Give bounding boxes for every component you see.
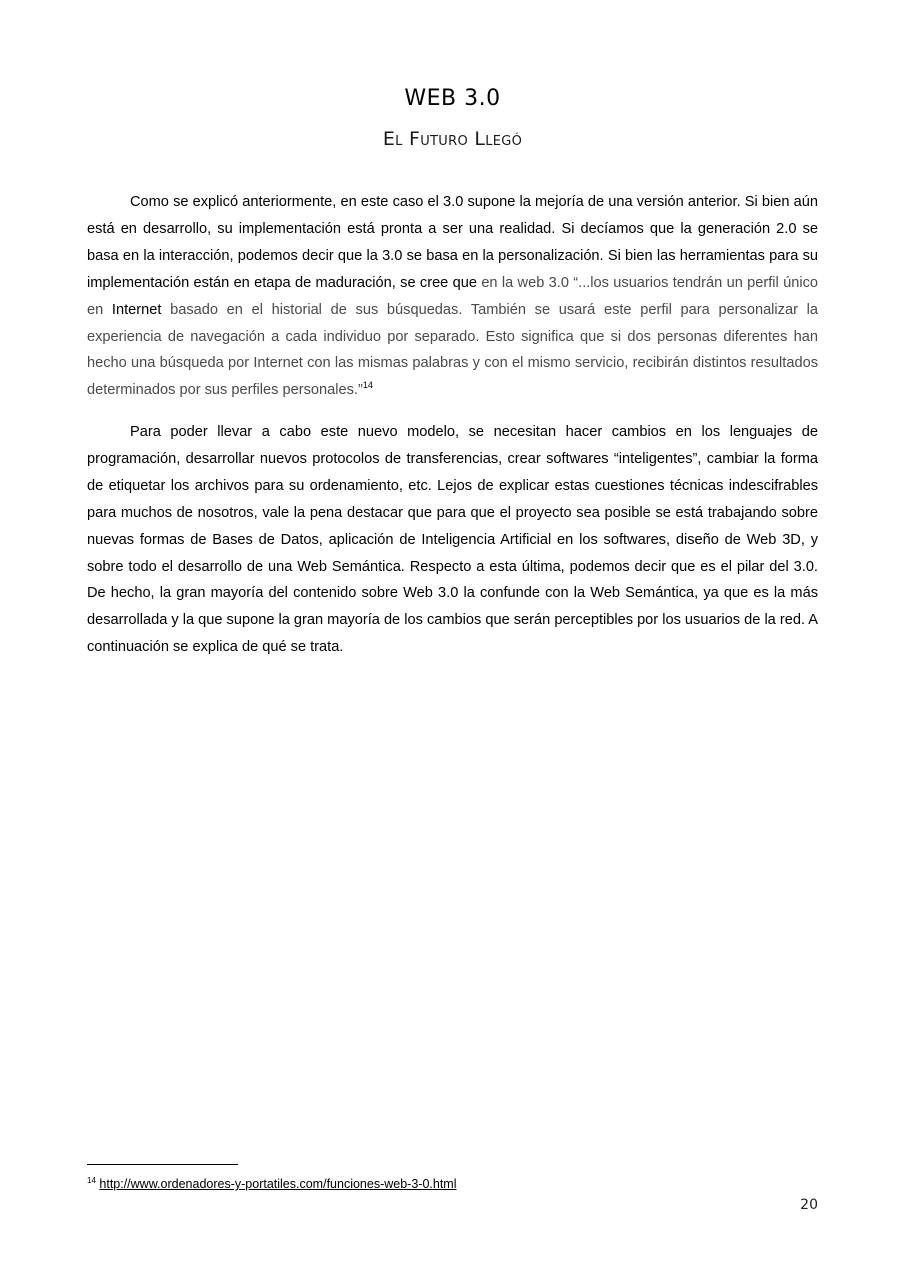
- footnote-link[interactable]: http://www.ordenadores-y-portatiles.com/funciones-web-3-0.html: [99, 1177, 457, 1191]
- body-paragraph-1: [87, 189, 818, 404]
- footnote-reference[interactable]: 14: [362, 380, 373, 391]
- footnote-divider: [87, 1164, 238, 1165]
- quote-start: en la web 3.0 “...los usuarios tendrán un perfil único en: [87, 274, 819, 318]
- footnote-number: 14: [87, 1176, 96, 1185]
- page-number: 20: [800, 1197, 818, 1213]
- body-paragraph-2: Para poder llevar a cabo este nuevo modelo, se necesitan hacer cambios en los lenguajes de programación, desarrollar nuevos protocolos de transferencias, crear softwares “inteligentes”, cambiar la forma de etiquetar los archivos para su ordenamiento, etc. Lejos de explicar estas cuestiones técnicas indescifrables para muchos de nosotros, vale la pena destacar que para que el proyecto sea posible se está trabajando sobre nuevas formas de Bases de Datos, aplicación de Inteligencia Artificial en los softwares, diseño de Web 3D, y sobre todo el desarrollo de una Web Semántica. Respecto a esta última, podemos decir que es el pilar del 3.0. De hecho, la gran mayoría del contenido sobre Web 3.0 la confunde con la Web Semántica, ya que es la más desarrollada y la que supone la gran mayoría de los cambios que serán perceptibles por los usuarios de la red. A continuación se explica de qué se trata.: [87, 424, 818, 656]
- footnote: [87, 1177, 457, 1191]
- page-subtitle: El Futuro Llegó: [382, 128, 523, 150]
- paragraph-1-intro: Como se explicó anteriormente, en este caso el 3.0 supone la mejoría de una versión anterior. Si bien aún está en desarrollo, su implementación está pronta a ser una realidad. Si decíamos que la generación 2.0 se basa en la interacción, podemos decir que la 3.0 se basa en la personalización. Si bien las herramientas para su implementación están en etapa de maduración, se cree que: [87, 194, 818, 291]
- quote-internet-word: Internet: [111, 301, 162, 318]
- page-title: WEB 3.0: [404, 86, 501, 111]
- quote-end: basado en el historial de sus búsquedas. También se usará este perfil para personalizar la experiencia de navegación a cada individuo por separado. Esto significa que si dos personas diferentes han hecho una búsqueda por Internet con las mismas palabras y con el mismo servicio, recibirán distintos resultados determinados por sus perfiles personales.”: [87, 301, 818, 399]
